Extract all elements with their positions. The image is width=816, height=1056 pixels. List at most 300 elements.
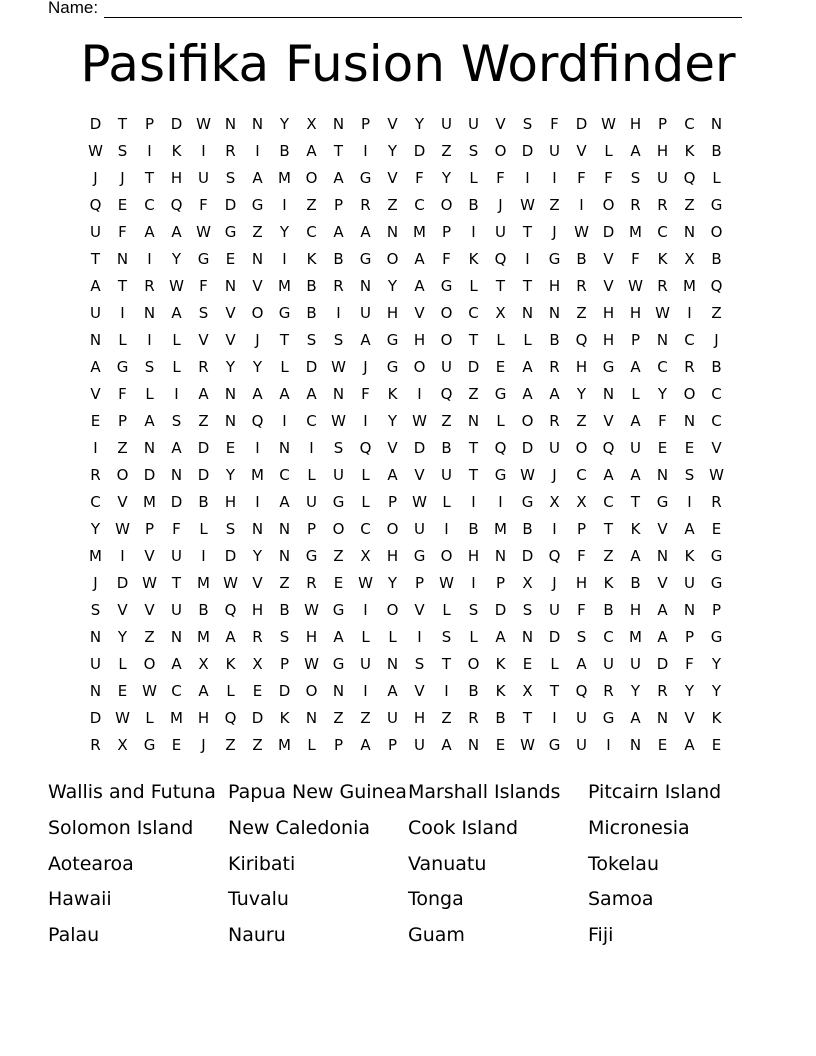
grid-cell: R: [198, 358, 209, 376]
grid-cell: N: [629, 736, 642, 754]
grid-cell: I: [417, 385, 422, 403]
grid-cell: S: [684, 466, 695, 484]
grid-cell: C: [90, 493, 101, 511]
grid-cell: X: [306, 115, 317, 133]
grid-cell: M: [494, 520, 507, 538]
grid-cell: P: [306, 520, 317, 538]
grid-cell: A: [171, 223, 182, 241]
word-list-item: Pitcairn Island: [588, 781, 722, 803]
grid-cell: W: [520, 196, 535, 214]
grid-cell: B: [549, 331, 560, 349]
word-list-item: Solomon Island: [48, 816, 194, 839]
grid-cell: D: [251, 709, 264, 727]
grid-cell: N: [386, 655, 399, 673]
grid-cell: N: [683, 223, 696, 241]
grid-cell: R: [90, 466, 101, 484]
grid-cell: F: [631, 250, 640, 268]
grid-cell: S: [198, 304, 209, 322]
grid-cell: U: [576, 736, 587, 754]
grid-cell: S: [225, 169, 236, 187]
grid-cell: T: [117, 115, 128, 133]
grid-cell: I: [579, 196, 584, 214]
grid-cell: P: [117, 412, 128, 430]
grid-cell: Z: [684, 196, 695, 214]
grid-cell: K: [306, 250, 317, 268]
grid-cell: A: [333, 169, 344, 187]
grid-cell: W: [169, 277, 184, 295]
grid-cell: G: [116, 358, 129, 376]
grid-cell: L: [145, 709, 154, 727]
grid-cell: G: [251, 196, 264, 214]
grid-cell: K: [603, 574, 614, 592]
grid-cell: R: [630, 196, 641, 214]
grid-cell: G: [602, 358, 615, 376]
grid-cell: D: [224, 196, 237, 214]
grid-cell: J: [714, 331, 719, 349]
grid-cell: R: [360, 196, 371, 214]
word-list-item: Marshall Islands: [408, 781, 561, 803]
grid-cell: T: [441, 655, 452, 673]
grid-cell: V: [225, 304, 236, 322]
grid-cell: T: [333, 142, 344, 160]
grid-cell: W: [709, 466, 724, 484]
grid-cell: N: [521, 304, 534, 322]
grid-cell: S: [225, 520, 236, 538]
grid-cell: V: [117, 601, 128, 619]
grid-cell: J: [552, 223, 557, 241]
grid-cell: H: [548, 277, 561, 295]
grid-cell: A: [549, 385, 560, 403]
grid-cell: Q: [575, 331, 588, 349]
grid-cell: B: [576, 250, 587, 268]
grid-cell: H: [413, 709, 426, 727]
grid-cell: L: [604, 142, 613, 160]
grid-cell: P: [684, 628, 695, 646]
grid-cell: N: [89, 628, 102, 646]
grid-cell: H: [629, 115, 642, 133]
grid-cell: T: [495, 277, 506, 295]
grid-cell: I: [201, 142, 206, 160]
grid-cell: F: [604, 169, 613, 187]
grid-cell: P: [576, 520, 587, 538]
grid-cell: U: [360, 304, 371, 322]
grid-cell: I: [363, 601, 368, 619]
grid-cell: U: [630, 655, 641, 673]
grid-cell: Q: [359, 439, 372, 457]
grid-cell: N: [251, 520, 264, 538]
grid-cell: G: [197, 250, 210, 268]
grid-cell: W: [304, 655, 319, 673]
grid-cell: I: [687, 304, 692, 322]
grid-cell: P: [333, 736, 344, 754]
grid-cell: H: [413, 331, 426, 349]
grid-cell: L: [118, 331, 127, 349]
grid-cell: V: [252, 277, 263, 295]
grid-cell: Y: [90, 520, 101, 538]
grid-cell: X: [495, 304, 506, 322]
grid-cell: I: [201, 547, 206, 565]
grid-cell: Y: [711, 655, 722, 673]
grid-cell: L: [199, 520, 208, 538]
grid-cell: H: [197, 709, 210, 727]
grid-cell: J: [255, 331, 260, 349]
grid-cell: C: [603, 493, 614, 511]
grid-cell: O: [386, 520, 399, 538]
grid-cell: I: [552, 709, 557, 727]
grid-cell: Q: [710, 277, 723, 295]
grid-cell: V: [387, 169, 398, 187]
grid-cell: V: [144, 601, 155, 619]
grid-cell: I: [525, 250, 530, 268]
grid-cell: G: [710, 628, 723, 646]
grid-cell: Y: [252, 547, 263, 565]
grid-cell: X: [522, 574, 533, 592]
grid-cell: N: [278, 439, 291, 457]
grid-cell: Q: [224, 601, 237, 619]
grid-cell: Z: [549, 196, 560, 214]
grid-cell: I: [363, 412, 368, 430]
grid-cell: W: [439, 574, 454, 592]
grid-cell: P: [711, 601, 722, 619]
grid-cell: H: [656, 142, 669, 160]
grid-cell: K: [684, 142, 695, 160]
grid-cell: N: [224, 115, 237, 133]
grid-cell: B: [468, 520, 479, 538]
grid-cell: G: [359, 169, 372, 187]
grid-cell: L: [631, 385, 640, 403]
grid-cell: T: [468, 331, 479, 349]
word-list-item: Vanuatu: [408, 852, 487, 875]
grid-cell: E: [522, 655, 533, 673]
grid-cell: C: [414, 196, 425, 214]
grid-cell: A: [684, 520, 695, 538]
grid-cell: N: [224, 385, 237, 403]
grid-cell: O: [305, 682, 318, 700]
grid-cell: I: [93, 439, 98, 457]
grid-cell: I: [255, 439, 260, 457]
grid-cell: O: [440, 331, 453, 349]
grid-cell: S: [468, 142, 479, 160]
grid-cell: G: [278, 304, 291, 322]
grid-cell: R: [657, 682, 668, 700]
grid-cell: Q: [89, 196, 102, 214]
grid-cell: S: [333, 439, 344, 457]
grid-cell: V: [225, 331, 236, 349]
name-underline[interactable]: [104, 1, 742, 18]
grid-cell: W: [142, 682, 157, 700]
grid-cell: O: [386, 250, 399, 268]
grid-cell: F: [685, 655, 694, 673]
grid-cell: W: [574, 223, 589, 241]
grid-cell: N: [656, 547, 669, 565]
grid-cell: H: [467, 547, 480, 565]
grid-cell: N: [305, 709, 318, 727]
grid-cell: L: [712, 169, 721, 187]
grid-cell: G: [548, 250, 561, 268]
grid-cell: W: [331, 358, 346, 376]
grid-cell: A: [387, 466, 398, 484]
grid-cell: W: [331, 412, 346, 430]
grid-cell: X: [198, 655, 209, 673]
grid-cell: I: [363, 682, 368, 700]
grid-cell: L: [469, 169, 478, 187]
grid-cell: D: [197, 439, 210, 457]
grid-cell: V: [603, 412, 614, 430]
grid-cell: M: [197, 574, 210, 592]
word-list-item: Kiribati: [228, 852, 296, 875]
grid-cell: S: [144, 358, 155, 376]
grid-cell: A: [279, 385, 290, 403]
grid-cell: L: [361, 466, 370, 484]
grid-cell: D: [602, 223, 615, 241]
grid-cell: N: [278, 520, 291, 538]
grid-cell: N: [683, 412, 696, 430]
grid-cell: O: [116, 466, 129, 484]
grid-cell: U: [198, 169, 209, 187]
grid-cell: L: [496, 331, 505, 349]
grid-cell: J: [93, 169, 98, 187]
grid-cell: A: [495, 628, 506, 646]
grid-cell: A: [441, 736, 452, 754]
grid-cell: P: [144, 115, 155, 133]
grid-cell: F: [118, 223, 127, 241]
grid-cell: T: [171, 574, 182, 592]
grid-cell: I: [444, 520, 449, 538]
grid-cell: A: [414, 250, 425, 268]
grid-cell: P: [279, 655, 290, 673]
grid-cell: F: [577, 547, 586, 565]
grid-cell: Z: [252, 736, 263, 754]
grid-cell: C: [576, 466, 587, 484]
grid-cell: L: [307, 466, 316, 484]
grid-cell: X: [360, 547, 371, 565]
word-list-item: Aotearoa: [48, 852, 134, 875]
grid-cell: U: [549, 439, 560, 457]
grid-cell: U: [90, 655, 101, 673]
word-list-item: Tonga: [408, 888, 464, 911]
grid-cell: F: [199, 277, 208, 295]
grid-cell: G: [224, 223, 237, 241]
name-field[interactable]: [48, 0, 742, 18]
grid-cell: R: [657, 277, 668, 295]
word-list-item: Samoa: [588, 888, 654, 911]
grid-cell: C: [711, 412, 722, 430]
word-list-item: Nauru: [228, 924, 286, 947]
grid-cell: A: [360, 736, 371, 754]
grid-cell: B: [522, 520, 533, 538]
grid-cell: I: [255, 142, 260, 160]
grid-cell: N: [89, 682, 102, 700]
grid-cell: O: [413, 358, 426, 376]
grid-cell: K: [711, 709, 722, 727]
grid-cell: N: [170, 466, 183, 484]
grid-cell: G: [710, 547, 723, 565]
grid-cell: A: [171, 304, 182, 322]
grid-cell: I: [336, 304, 341, 322]
grid-cell: L: [172, 331, 181, 349]
grid-cell: L: [118, 655, 127, 673]
grid-cell: P: [495, 574, 506, 592]
grid-cell: K: [495, 655, 506, 673]
grid-cell: X: [117, 736, 128, 754]
grid-cell: C: [657, 358, 668, 376]
grid-cell: K: [468, 250, 479, 268]
grid-cell: M: [629, 628, 642, 646]
grid-cell: M: [683, 277, 696, 295]
grid-cell: I: [687, 493, 692, 511]
grid-cell: I: [120, 547, 125, 565]
grid-cell: F: [442, 250, 451, 268]
grid-cell: Q: [494, 439, 507, 457]
grid-cell: N: [251, 115, 264, 133]
grid-cell: Z: [198, 412, 209, 430]
grid-cell: N: [602, 385, 615, 403]
grid-cell: Q: [224, 709, 237, 727]
grid-cell: A: [171, 655, 182, 673]
grid-cell: A: [144, 223, 155, 241]
grid-cell: A: [522, 385, 533, 403]
word-list-item: New Caledonia: [228, 816, 371, 839]
grid-cell: H: [251, 601, 264, 619]
grid-cell: N: [224, 412, 237, 430]
grid-cell: Y: [576, 385, 587, 403]
grid-cell: U: [549, 601, 560, 619]
grid-cell: N: [467, 736, 480, 754]
grid-cell: J: [363, 358, 368, 376]
grid-cell: K: [495, 682, 506, 700]
grid-cell: V: [387, 115, 398, 133]
grid-cell: C: [171, 682, 182, 700]
grid-cell: A: [198, 682, 209, 700]
grid-cell: G: [305, 547, 318, 565]
grid-cell: P: [360, 115, 371, 133]
grid-cell: I: [282, 250, 287, 268]
grid-cell: I: [552, 520, 557, 538]
grid-cell: A: [225, 628, 236, 646]
grid-cell: F: [361, 385, 370, 403]
grid-cell: U: [441, 358, 452, 376]
grid-cell: I: [282, 412, 287, 430]
grid-cell: V: [414, 466, 425, 484]
grid-cell: N: [548, 304, 561, 322]
grid-cell: W: [196, 115, 211, 133]
grid-cell: V: [117, 493, 128, 511]
grid-cell: N: [359, 277, 372, 295]
grid-cell: H: [575, 574, 588, 592]
grid-cell: D: [116, 574, 129, 592]
grid-cell: H: [629, 304, 642, 322]
grid-cell: W: [304, 601, 319, 619]
grid-cell: L: [388, 628, 397, 646]
grid-cell: A: [171, 439, 182, 457]
grid-cell: N: [386, 223, 399, 241]
grid-cell: O: [305, 169, 318, 187]
grid-cell: Z: [144, 628, 155, 646]
grid-cell: I: [120, 304, 125, 322]
grid-cell: S: [414, 655, 425, 673]
grid-cell: Z: [333, 547, 344, 565]
grid-cell: Y: [225, 466, 236, 484]
grid-cell: V: [414, 601, 425, 619]
grid-cell: F: [577, 169, 586, 187]
grid-cell: A: [630, 412, 641, 430]
grid-cell: V: [495, 115, 506, 133]
grid-cell: U: [306, 493, 317, 511]
grid-cell: U: [171, 547, 182, 565]
grid-cell: R: [549, 412, 560, 430]
grid-cell: N: [143, 304, 156, 322]
grid-cell: R: [468, 709, 479, 727]
grid-cell: A: [360, 331, 371, 349]
grid-cell: B: [711, 358, 722, 376]
grid-cell: B: [441, 439, 452, 457]
grid-cell: I: [255, 493, 260, 511]
grid-cell: D: [143, 466, 156, 484]
grid-cell: E: [117, 196, 128, 214]
grid-cell: T: [144, 169, 155, 187]
grid-cell: M: [143, 493, 156, 511]
grid-cell: V: [198, 331, 209, 349]
grid-cell: A: [360, 223, 371, 241]
grid-cell: Y: [171, 250, 182, 268]
grid-cell: Q: [494, 250, 507, 268]
grid-cell: G: [521, 493, 534, 511]
grid-cell: G: [656, 493, 669, 511]
grid-cell: O: [251, 304, 264, 322]
grid-cell: Q: [548, 547, 561, 565]
grid-cell: H: [305, 628, 318, 646]
grid-cell: L: [226, 682, 235, 700]
grid-cell: D: [89, 115, 102, 133]
grid-cell: Z: [576, 412, 587, 430]
word-list-item: Micronesia: [588, 816, 690, 839]
grid-cell: F: [577, 601, 586, 619]
grid-cell: P: [387, 736, 398, 754]
grid-cell: I: [444, 682, 449, 700]
grid-cell: I: [552, 169, 557, 187]
grid-cell: E: [171, 736, 182, 754]
grid-cell: N: [683, 601, 696, 619]
grid-cell: A: [657, 628, 668, 646]
grid-cell: U: [603, 655, 614, 673]
grid-cell: K: [171, 142, 182, 160]
grid-cell: D: [305, 358, 318, 376]
grid-cell: W: [115, 520, 130, 538]
grid-cell: M: [278, 277, 291, 295]
grid-cell: J: [201, 736, 206, 754]
grid-cell: Y: [414, 115, 425, 133]
grid-cell: I: [471, 223, 476, 241]
grid-cell: G: [494, 466, 507, 484]
grid-cell: A: [333, 223, 344, 241]
grid-cell: X: [252, 655, 263, 673]
grid-cell: G: [440, 277, 453, 295]
grid-cell: C: [657, 223, 668, 241]
grid-cell: I: [147, 142, 152, 160]
grid-cell: U: [495, 223, 506, 241]
word-list-item: Hawaii: [48, 888, 112, 911]
grid-cell: P: [657, 115, 668, 133]
grid-cell: B: [711, 142, 722, 160]
grid-cell: M: [278, 736, 291, 754]
grid-cell: G: [710, 574, 723, 592]
grid-cell: U: [333, 466, 344, 484]
grid-cell: L: [361, 628, 370, 646]
grid-cell: O: [494, 142, 507, 160]
grid-cell: W: [520, 736, 535, 754]
grid-cell: S: [117, 142, 128, 160]
grid-cell: N: [332, 385, 345, 403]
